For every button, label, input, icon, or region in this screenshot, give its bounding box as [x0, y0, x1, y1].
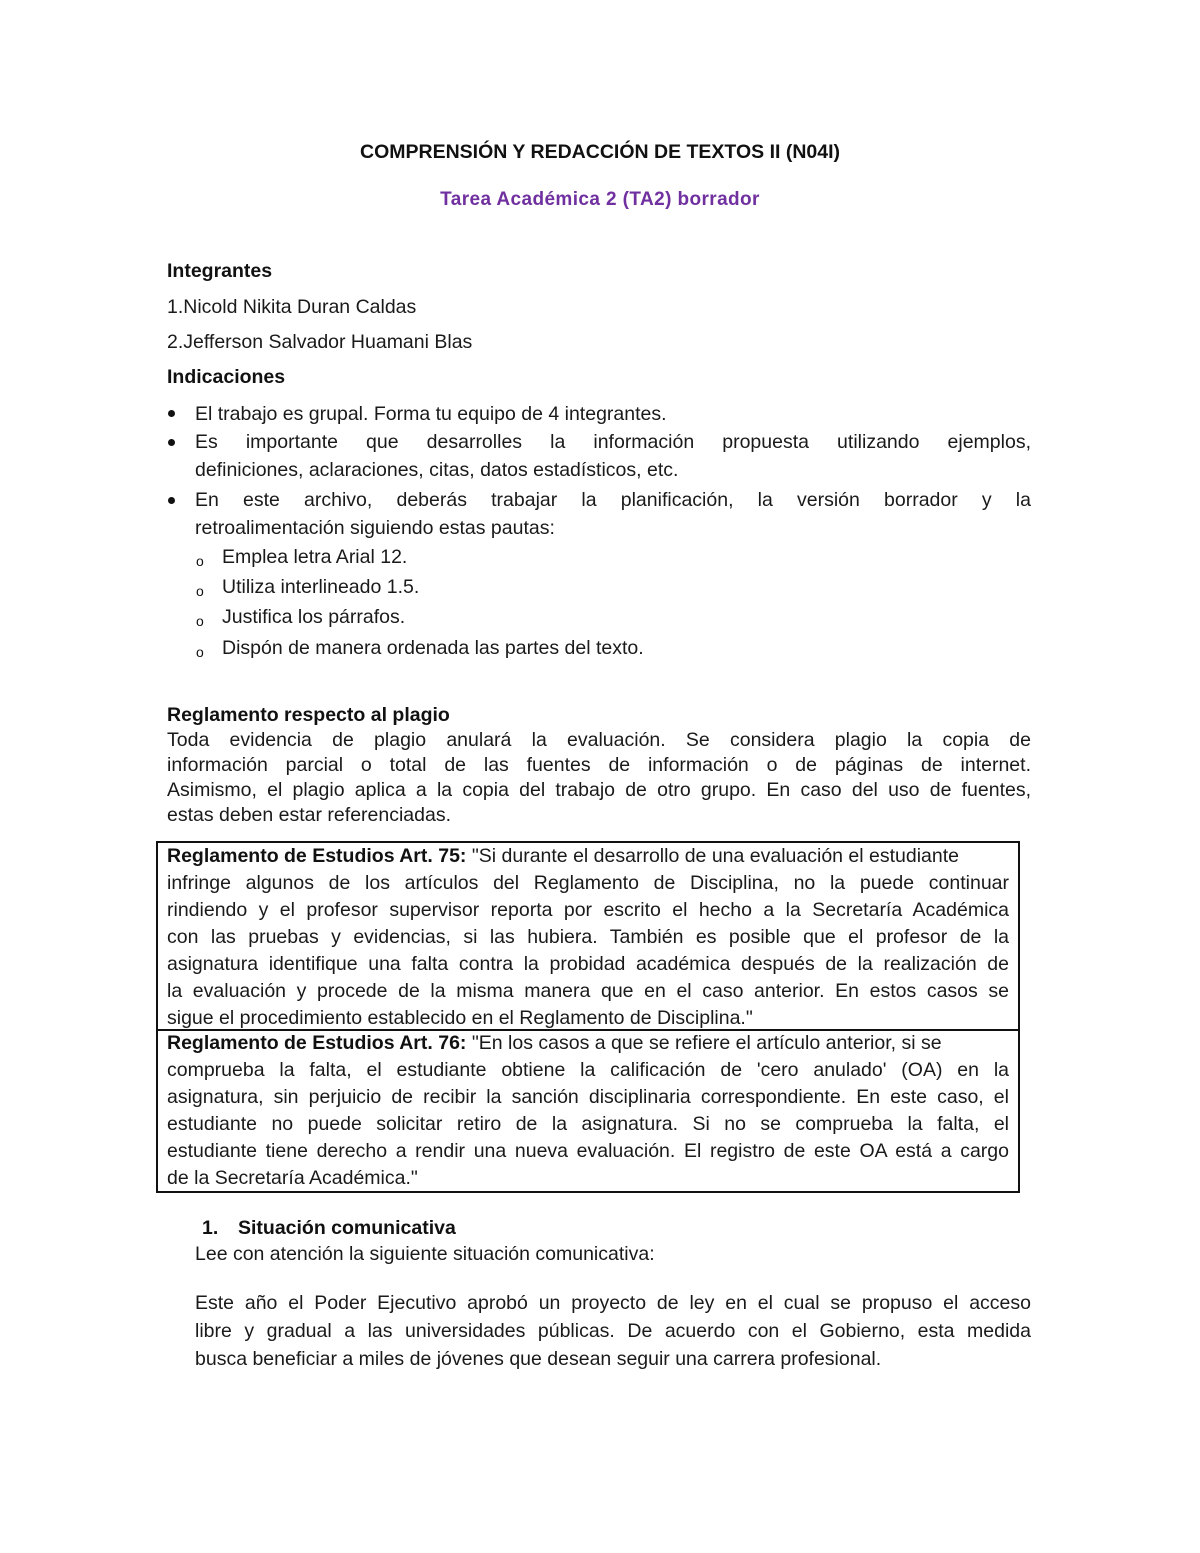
bullet-icon	[168, 410, 175, 417]
art76-label: Reglamento de Estudios Art. 76:	[167, 1032, 467, 1054]
art75-line: la evaluación y procede de la misma manera que en el caso anterior. En estos casos se	[167, 980, 1009, 1002]
situation-line: Este año el Poder Ejecutivo aprobó un proyecto de ley en el cual se propuso el acceso	[195, 1292, 1031, 1314]
art75-line: con las pruebas y evidencias, si las hubiera. También es posible que el profesor de la	[167, 926, 1009, 948]
document-title: COMPRENSIÓN Y REDACCIÓN DE TEXTOS II (N04I)	[360, 141, 840, 163]
section-intro: Lee con atención la siguiente situación comunicativa:	[195, 1243, 655, 1265]
sub-bullet-icon: o	[196, 553, 204, 569]
art76-line: comprueba la falta, el estudiante obtiene la calificación de 'cero anulado' (OA) en la	[167, 1059, 1009, 1081]
bullet-icon	[168, 439, 175, 446]
pauta-item: Justifica los párrafos.	[222, 606, 406, 628]
art75-line	[167, 845, 1009, 868]
plagio-line: Asimismo, el plagio aplica a la copia del trabajo de otro grupo. En caso del uso de fuentes,	[167, 779, 1031, 801]
indicacion-item-line: En este archivo, deberás trabajar la planificación, la versión borrador y la	[195, 489, 1031, 511]
art76-line: de la Secretaría Académica."	[167, 1167, 418, 1189]
art76-text: "En los casos a que se refiere el artículo anterior, si se	[466, 1032, 942, 1054]
sub-bullet-icon: o	[196, 583, 204, 599]
art75-line: rindiendo y el profesor supervisor reporta por escrito el hecho a la Secretaría Académica	[167, 899, 1009, 921]
indicaciones-heading: Indicaciones	[167, 366, 286, 388]
section-heading: Situación comunicativa	[238, 1217, 456, 1239]
document-subtitle: Tarea Académica 2 (TA2) borrador	[440, 189, 760, 210]
section-number: 1.	[202, 1217, 219, 1239]
sub-bullet-icon: o	[196, 644, 204, 660]
art75-label: Reglamento de Estudios Art. 75:	[167, 845, 467, 867]
pauta-item: Emplea letra Arial 12.	[222, 546, 408, 568]
indicacion-item-line: retroalimentación siguiendo estas pautas:	[195, 517, 555, 539]
art75-text: "Si durante el desarrollo de una evaluación el estudiante	[466, 845, 960, 867]
pauta-item: Dispón de manera ordenada las partes del texto.	[222, 637, 644, 659]
indicacion-item-line: Es importante que desarrolles la información propuesta utilizando ejemplos,	[195, 431, 1031, 453]
pauta-item: Utiliza interlineado 1.5.	[222, 576, 420, 598]
plagio-line: información parcial o total de las fuentes de información o de páginas de internet.	[167, 754, 1031, 776]
plagio-heading: Reglamento respecto al plagio	[167, 704, 450, 726]
art76-line: estudiante no puede solicitar retiro de la asignatura. Si no se comprueba la falta, el	[167, 1113, 1009, 1135]
indicacion-item-line: definiciones, aclaraciones, citas, datos estadísticos, etc.	[195, 459, 679, 481]
situation-line: busca beneficiar a miles de jóvenes que desean seguir una carrera profesional.	[195, 1348, 882, 1370]
bullet-icon	[168, 497, 175, 504]
art76-line: asignatura, sin perjuicio de recibir la sanción disciplinaria correspondiente. En este caso, el	[167, 1086, 1009, 1108]
plagio-line: estas deben estar referenciadas.	[167, 804, 452, 826]
situation-line: libre y gradual a las universidades públicas. De acuerdo con el Gobierno, esta medida	[195, 1320, 1031, 1342]
art76-line: estudiante tiene derecho a rendir una nueva evaluación. El registro de este OA está a cargo	[167, 1140, 1009, 1162]
indicacion-item: El trabajo es grupal. Forma tu equipo de 4 integrantes.	[195, 403, 667, 425]
art75-line: infringe algunos de los artículos del Reglamento de Disciplina, no la puede continuar	[167, 872, 1009, 894]
member-item: 1.Nicold Nikita Duran Caldas	[167, 296, 417, 318]
art75-line: asignatura identifique una falta contra la probidad académica después de la realización de	[167, 953, 1009, 975]
art76-line	[167, 1032, 1009, 1055]
art75-line: sigue el procedimiento establecido en el Reglamento de Disciplina."	[167, 1007, 753, 1029]
sub-bullet-icon: o	[196, 613, 204, 629]
plagio-line: Toda evidencia de plagio anulará la evaluación. Se considera plagio la copia de	[167, 729, 1031, 751]
integrantes-heading: Integrantes	[167, 260, 273, 282]
member-item: 2.Jefferson Salvador Huamani Blas	[167, 331, 473, 353]
